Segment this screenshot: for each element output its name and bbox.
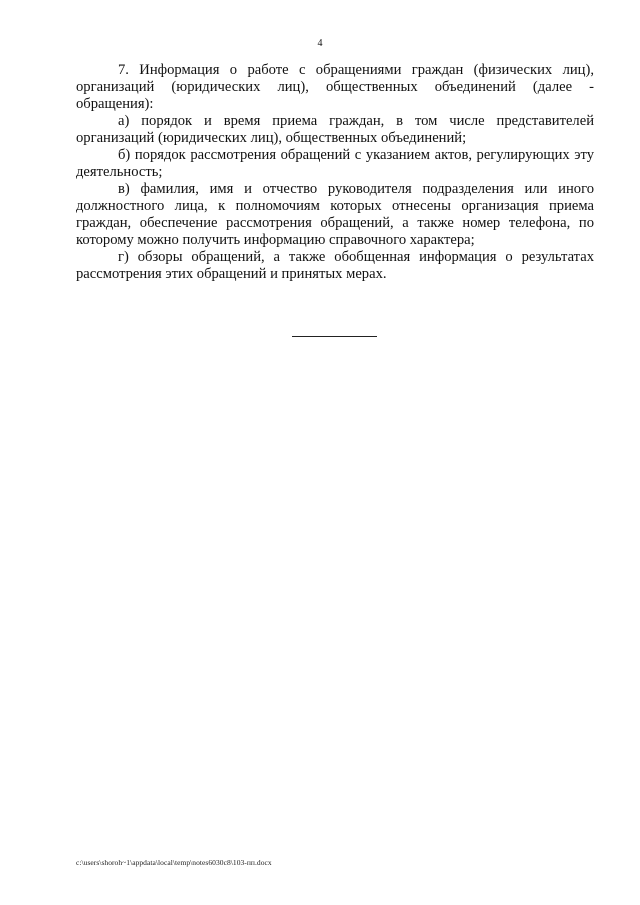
footer-file-path: c:\users\shoroh~1\appdata\local\temp\notes6030c8\103-пп.docx <box>76 858 272 867</box>
paragraph-item-b: б) порядок рассмотрения обращений с указанием актов, регулирующих эту деятельность; <box>76 147 594 180</box>
document-body <box>76 62 594 283</box>
paragraph-item-v: в) фамилия, имя и отчество руководителя подразделения или иного должностного лица, к полномочиям которых отнесены организация приема граждан, обеспечение рассмотрения обращений, а также номер телефона, по которому можно получить информацию справочного характера; <box>76 181 594 248</box>
paragraph-item-g: г) обзоры обращений, а также обобщенная информация о результатах рассмотрения этих обращений и принятых мерах. <box>76 249 594 282</box>
paragraph-7-intro: 7. Информация о работе с обращениями граждан (физических лиц), организаций (юридических лиц), общественных объединений (далее - обращения): <box>76 62 594 112</box>
page-number: 4 <box>317 38 323 49</box>
end-divider-line <box>292 336 377 337</box>
paragraph-item-a: а) порядок и время приема граждан, в том числе представителей организаций (юридических лиц), общественных объединений; <box>76 113 594 146</box>
